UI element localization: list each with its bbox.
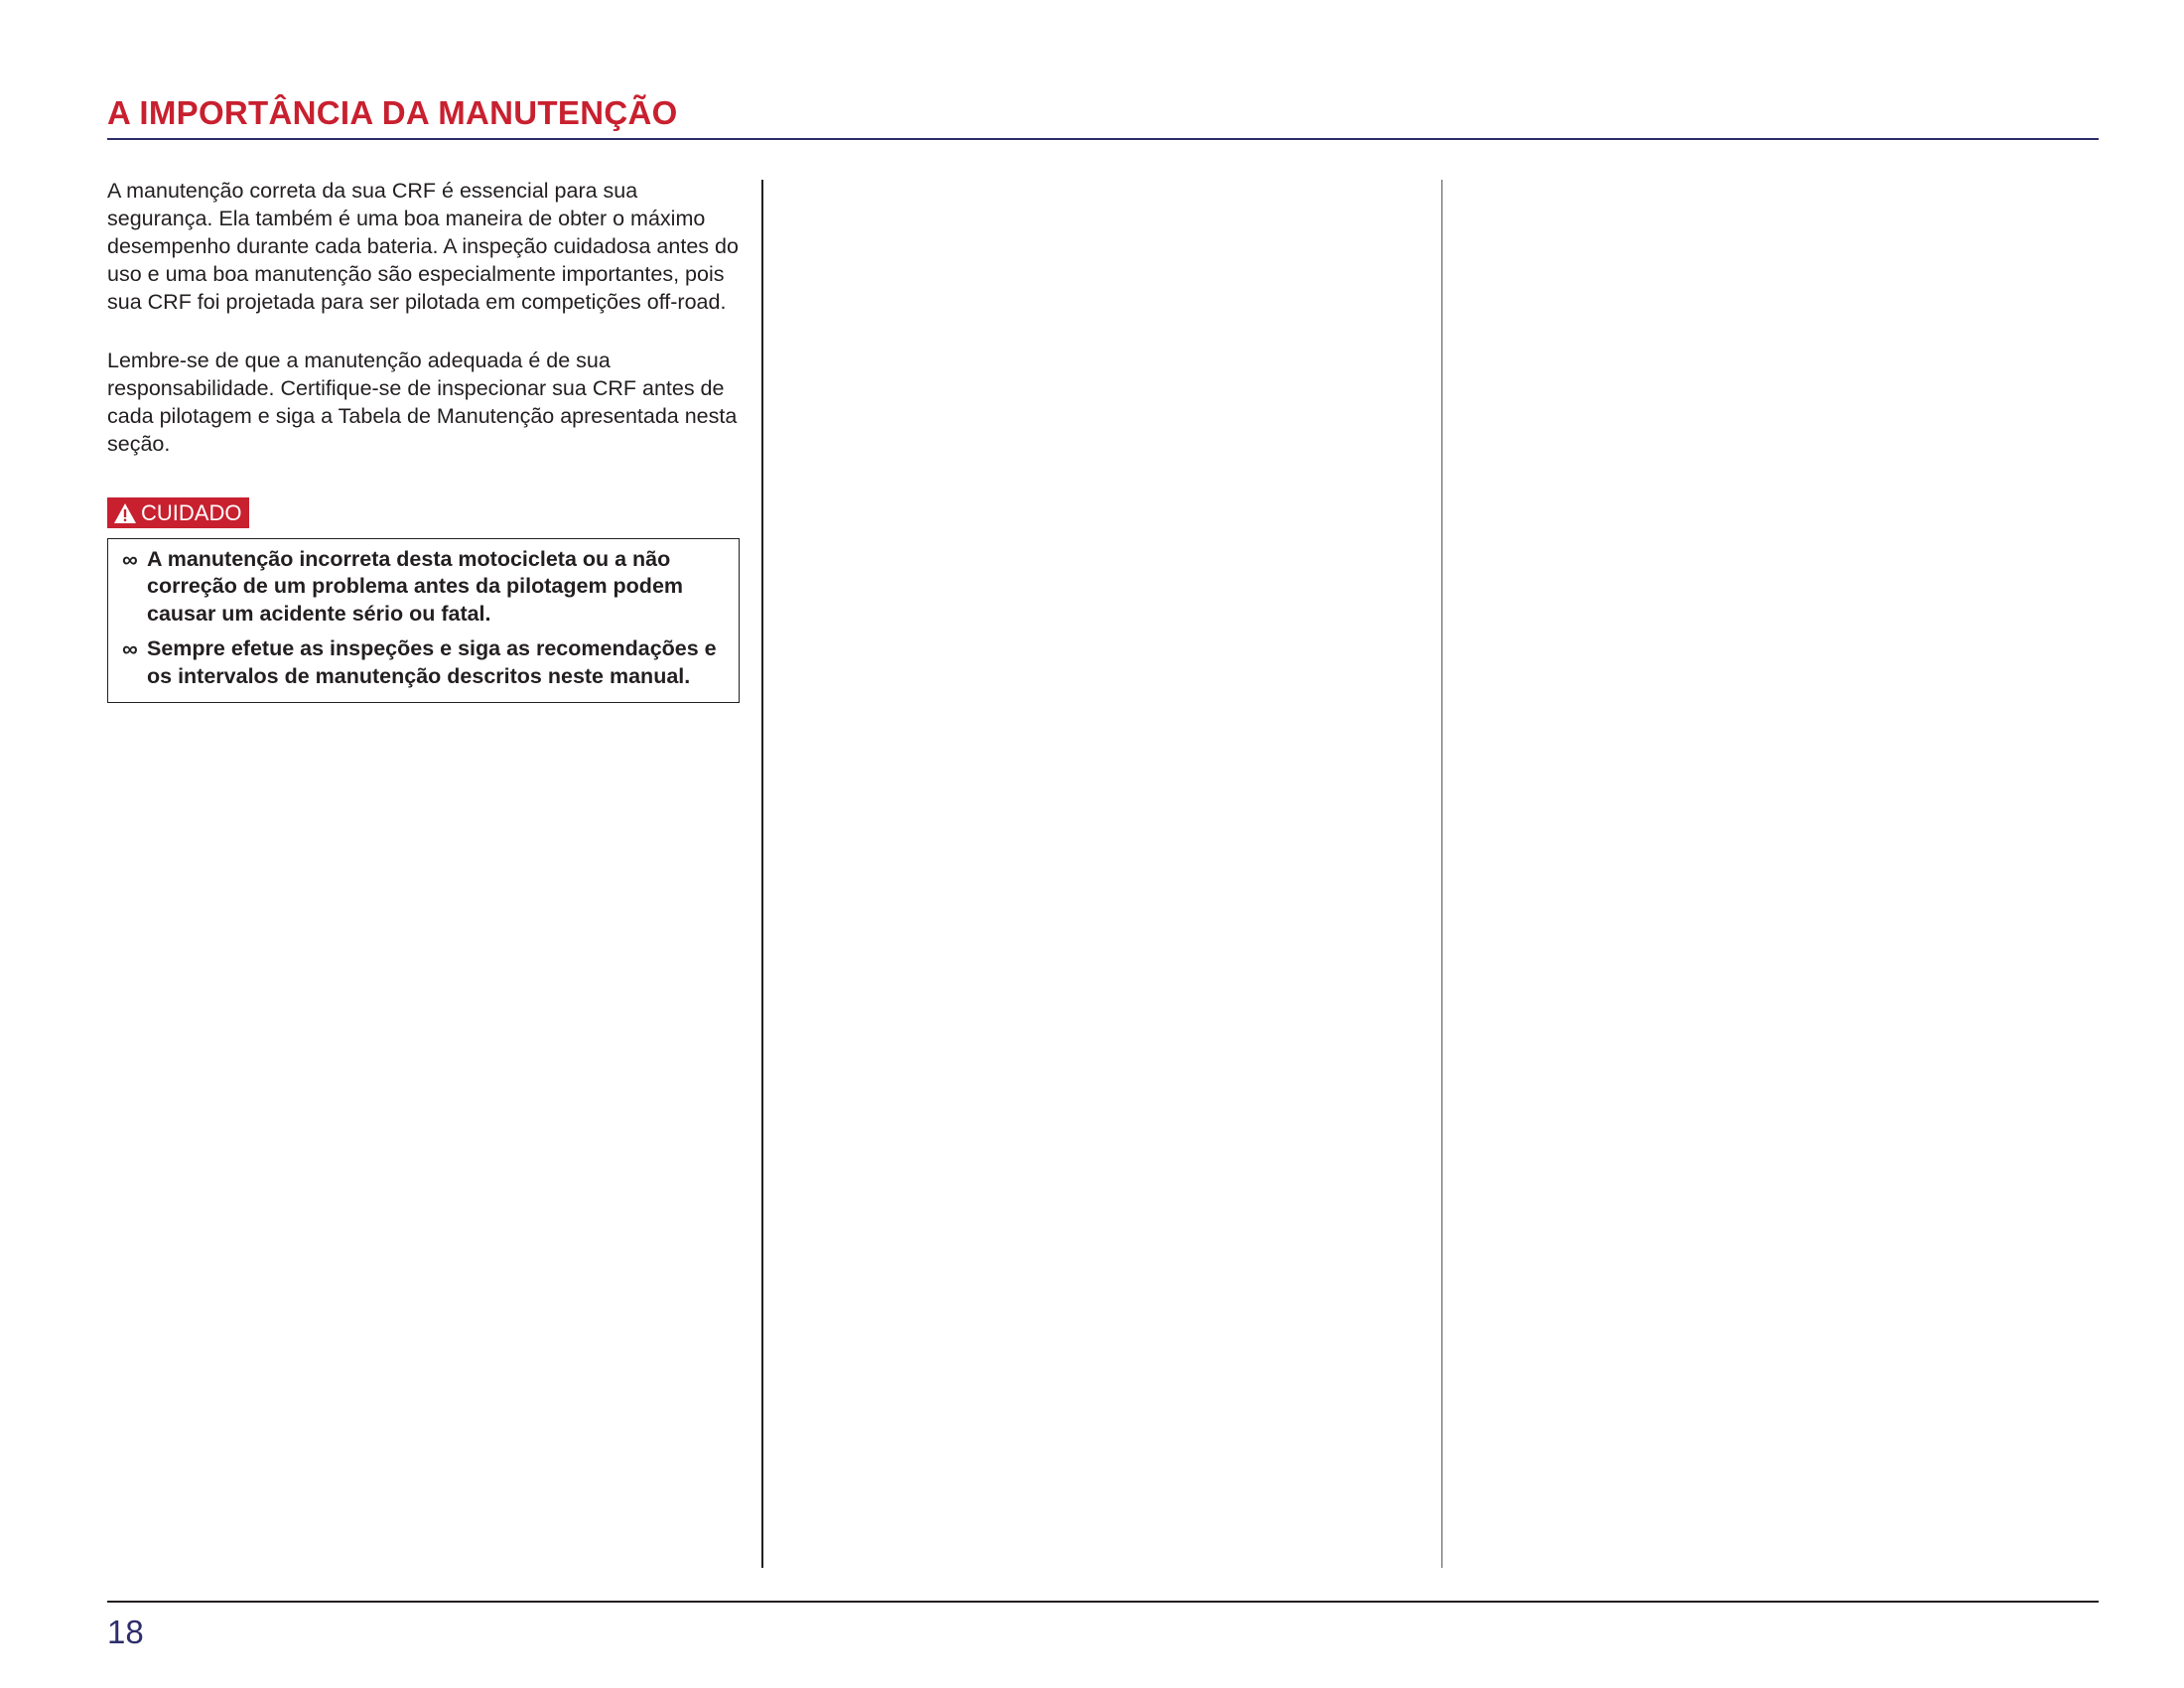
footer-divider bbox=[107, 1601, 2099, 1603]
title-divider bbox=[107, 138, 2099, 140]
left-column bbox=[107, 177, 743, 703]
page-number: 18 bbox=[107, 1614, 144, 1650]
intro-paragraph: A manutenção correta da sua CRF é essencial para sua segurança. Ela também é uma boa maneira de obter o máximo desempenho durante cada bateria. A inspeção cuidadosa antes do uso e uma boa manutenção são especialmente importantes, pois sua CRF foi projetada para ser pilotada em competições off-road. bbox=[107, 179, 739, 314]
page-title: A IMPORTÂNCIA DA MANUTENÇÃO bbox=[107, 94, 678, 131]
caution-item-text: Sempre efetue as inspeções e siga as recomendações e os intervalos de manutenção descritos neste manual. bbox=[147, 636, 717, 688]
caution-label: CUIDADO bbox=[141, 500, 242, 525]
column-divider bbox=[1441, 180, 1442, 1568]
caution-item bbox=[122, 546, 725, 629]
column-divider bbox=[761, 180, 763, 1568]
caution-badge bbox=[107, 497, 249, 528]
responsibility-paragraph: Lembre-se de que a manutenção adequada é de sua responsabilidade. Certifique-se de inspecionar sua CRF antes de cada pilotagem e siga a Tabela de Manutenção apresentada nesta seção. bbox=[107, 349, 738, 456]
caution-item-text: A manutenção incorreta desta motocicleta ou a não correção de um problema antes da pilotagem podem causar um acidente sério ou fatal. bbox=[147, 546, 684, 626]
caution-item bbox=[122, 635, 725, 690]
bullet-symbol: ∞ bbox=[122, 636, 138, 661]
caution-box bbox=[107, 538, 740, 704]
bullet-symbol: ∞ bbox=[122, 546, 138, 572]
warning-triangle-icon bbox=[113, 502, 137, 524]
